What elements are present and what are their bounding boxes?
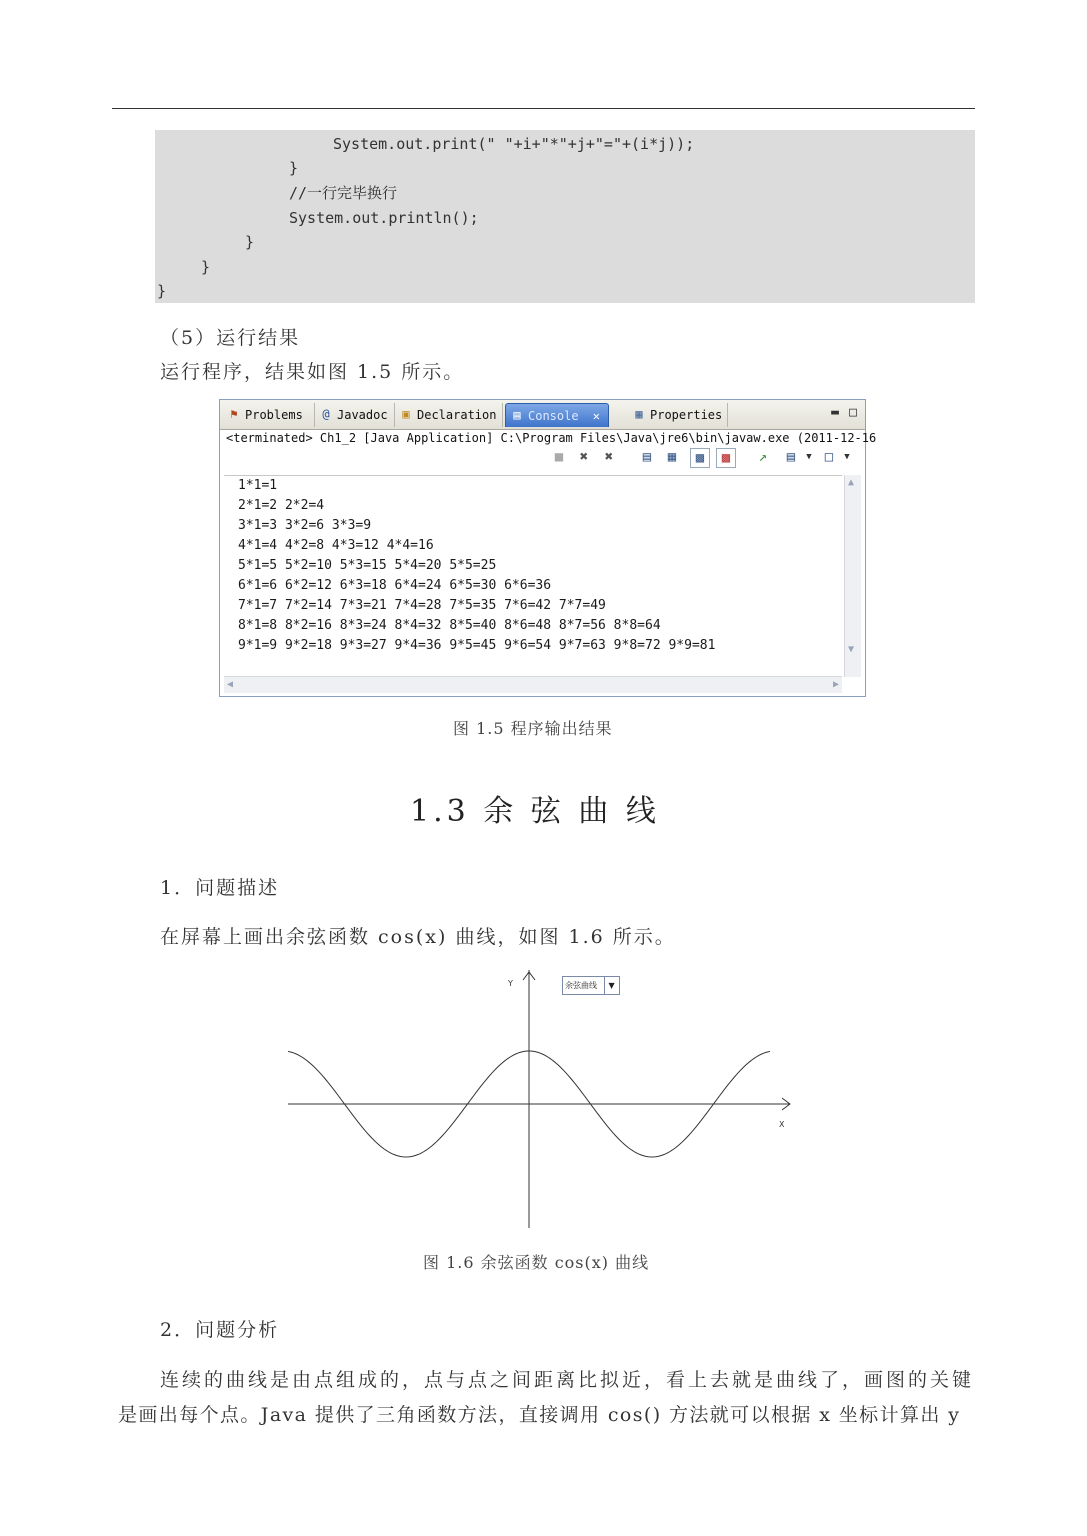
scroll-right-icon[interactable]: ▶ (832, 679, 839, 690)
output-line: 5*1=5 5*2=10 5*3=15 5*4=20 5*5=25 (238, 558, 497, 573)
show-on-stderr-icon[interactable]: ▩ (716, 448, 736, 468)
output-line: 2*1=2 2*2=4 (238, 498, 325, 513)
open-console-icon[interactable]: □ (824, 449, 834, 465)
header-rule (112, 108, 975, 109)
code-line: } (157, 282, 167, 300)
scroll-down-icon[interactable]: ▼ (848, 644, 855, 655)
output-line: 9*1=9 9*2=18 9*3=27 9*4=36 9*5=45 9*6=54 9*7=63 9*8=72 9*9=81 (238, 638, 716, 653)
chevron-down-icon[interactable]: ▼ (844, 452, 850, 462)
y-axis-label: Y (508, 979, 513, 988)
code-line: } (289, 159, 299, 177)
clear-console-icon[interactable]: ▤ (642, 449, 652, 465)
figure-1-5-caption: 图 1.5 程序输出结果 (453, 719, 613, 738)
code-line: //一行完毕换行 (289, 184, 398, 202)
scroll-lock-icon[interactable]: ▦ (667, 449, 677, 465)
display-console-icon[interactable]: ▤ (786, 449, 796, 465)
chevron-down-icon[interactable]: ▼ (806, 452, 812, 462)
analysis-paragraph-line: 连续的曲线是由点组成的，点与点之间距离比拟近，看上去就是曲线了，画图的关键 (160, 1369, 975, 1391)
maximize-icon[interactable]: □ (849, 405, 857, 420)
analysis-paragraph-line: 是画出每个点。Java 提供了三角函数方法，直接调用 cos() 方法就可以根据 x 坐标计算出 y (118, 1404, 961, 1426)
minimize-icon[interactable]: ▬ (831, 405, 839, 420)
view-tab-bar (220, 400, 865, 430)
problems-icon: ⚑ (230, 407, 238, 421)
eclipse-console-panel (219, 399, 877, 697)
code-line: } (245, 233, 255, 251)
javadoc-icon: @ (322, 407, 330, 421)
output-line: 8*1=8 8*2=16 8*3=24 8*4=32 8*5=40 8*6=48 8*7=56 8*8=64 (238, 618, 661, 633)
remove-all-terminated-icon[interactable]: ✖ (604, 449, 614, 465)
tab-console[interactable]: ▤ Console ✕ (505, 403, 609, 427)
terminate-icon[interactable]: ■ (554, 449, 564, 465)
curve-select-dropdown[interactable] (562, 976, 620, 995)
show-on-stdout-icon[interactable]: ▩ (690, 448, 710, 468)
problem-analysis-heading: 2．问题分析 (160, 1319, 280, 1341)
section-title: 1.3 余 弦 曲 线 (410, 794, 660, 829)
chevron-down-icon[interactable]: ▼ (604, 977, 619, 994)
console-output-area[interactable] (224, 475, 842, 676)
properties-icon: ▦ (635, 407, 643, 421)
problem-desc-heading: 1．问题描述 (160, 877, 280, 899)
terminated-status-line: <terminated> Ch1_2 [Java Application] C:\Program Files\Java\jre6\bin\javaw.exe (2011-12-16 (226, 431, 877, 445)
code-line: System.out.print(" "+i+"*"+j+"="+(i*j)); (333, 135, 695, 153)
scroll-left-icon[interactable]: ◀ (227, 679, 234, 690)
pin-console-icon[interactable]: ↗ (758, 449, 768, 465)
tab-javadoc[interactable]: @ Javadoc (315, 403, 395, 427)
tab-problems[interactable]: ⚑ Problems (223, 403, 315, 427)
dropdown-selected-label: 余弦曲线 (565, 981, 597, 990)
tab-properties[interactable]: ▦ Properties (628, 403, 728, 427)
cosine-figure (280, 968, 800, 1230)
output-line: 6*1=6 6*2=12 6*3=18 6*4=24 6*5=30 6*6=36 (238, 578, 552, 593)
vertical-scrollbar[interactable] (844, 475, 861, 677)
output-line: 7*1=7 7*2=14 7*3=21 7*4=28 7*5=35 7*6=42 7*7=49 (238, 598, 606, 613)
close-icon[interactable]: ✕ (592, 409, 600, 423)
x-axis-label: X (779, 1120, 785, 1129)
tab-declaration[interactable]: ▣ Declaration (395, 403, 503, 427)
horizontal-scrollbar[interactable] (224, 676, 842, 693)
run-result-heading: （5）运行结果 (160, 327, 301, 349)
run-result-text: 运行程序，结果如图 1.5 所示。 (160, 361, 465, 383)
problem-desc-text: 在屏幕上画出余弦函数 cos(x) 曲线，如图 1.6 所示。 (160, 926, 676, 948)
code-line: } (201, 258, 211, 276)
scroll-up-icon[interactable]: ▲ (848, 477, 855, 488)
declaration-icon: ▣ (402, 407, 410, 421)
code-line: System.out.println(); (289, 209, 479, 227)
output-line: 4*1=4 4*2=8 4*3=12 4*4=16 (238, 538, 434, 553)
remove-launch-icon[interactable]: ✖ (579, 449, 589, 465)
console-icon: ▤ (513, 408, 521, 422)
code-block (155, 130, 975, 303)
output-line: 3*1=3 3*2=6 3*3=9 (238, 518, 372, 533)
output-line: 1*1=1 (238, 478, 278, 493)
figure-1-6-caption: 图 1.6 余弦函数 cos(x) 曲线 (423, 1253, 650, 1272)
